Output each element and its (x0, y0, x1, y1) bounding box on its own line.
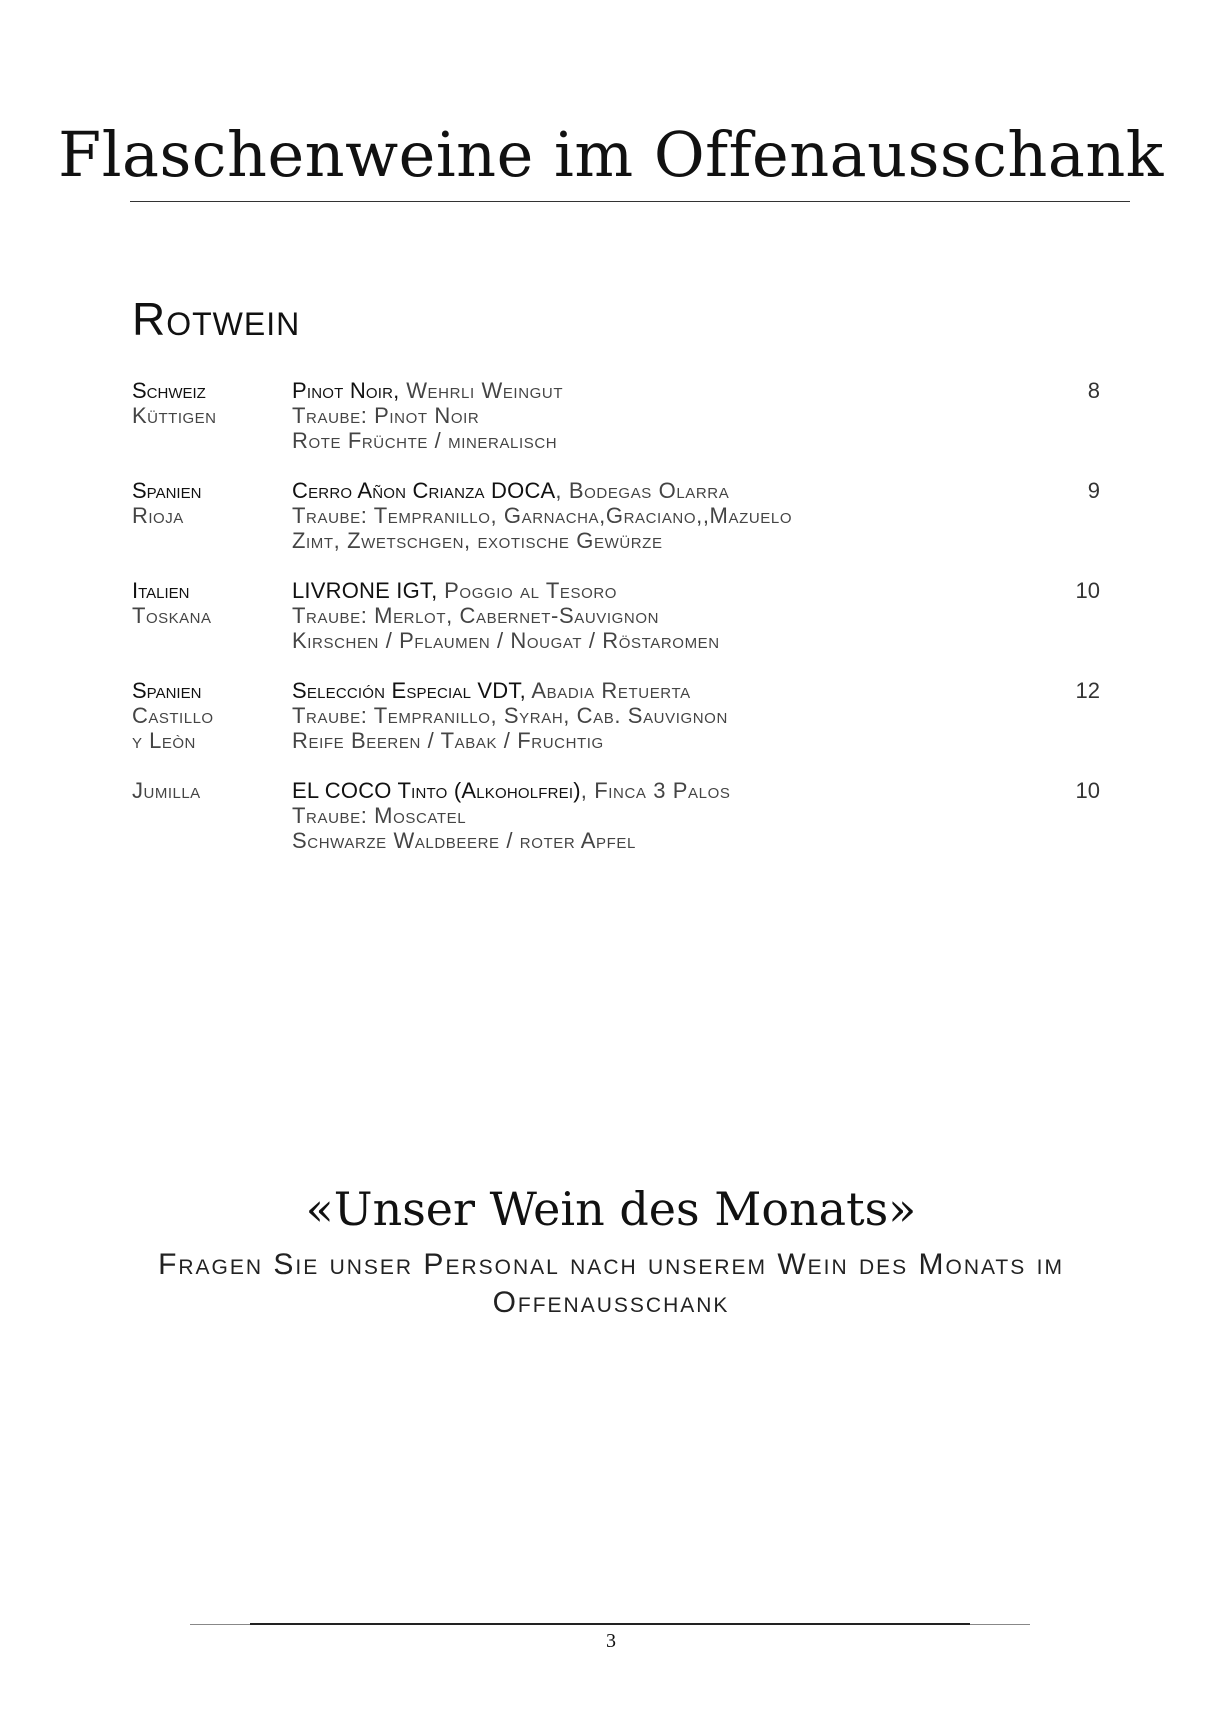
wine-of-month-text: Fragen Sie unser Personal nach unserem Wein des Monats im Offenausschank (158, 1248, 1064, 1319)
wine-name: Cerro Añon Crianza DOCA (292, 478, 556, 503)
wine-origin (132, 778, 292, 803)
wine-detail (292, 578, 1052, 653)
wine-notes: Schwarze Waldbeere / roter Apfel (292, 828, 636, 853)
wine-price: 8 (1087, 378, 1100, 403)
wine-origin (132, 578, 292, 628)
wine-origin (132, 378, 292, 428)
wine-of-month-title: «Unser Wein des Monats» (305, 1182, 917, 1236)
wine-grapes: Traube: Merlot, Cabernet-Sauvignon (292, 603, 660, 628)
wine-item (132, 678, 1100, 778)
wine-grapes: Traube: Tempranillo, Garnacha,Graciano,,Mazuelo (292, 503, 793, 528)
wine-country: Spanien (132, 678, 202, 703)
wine-name: Pinot Noir, (292, 378, 400, 403)
page-number: 3 (606, 1630, 616, 1652)
wine-producer: , Finca 3 Palos (580, 778, 731, 803)
wine-country: Italien (132, 578, 190, 603)
wine-region: Jumilla (132, 778, 201, 803)
wine-region: Rioja (132, 503, 184, 528)
wine-notes: Kirschen / Pflaumen / Nougat / Röstaromen (292, 628, 720, 653)
footer-divider-center (250, 1623, 970, 1625)
wine-item (132, 778, 1100, 878)
wine-price: 12 (1075, 678, 1100, 703)
wine-list (132, 378, 1100, 878)
wine-producer: Wehrli Weingut (399, 378, 564, 403)
wine-name: Selección Especial VDT, (292, 678, 526, 703)
wine-notes: Reife Beeren / Tabak / Fruchtig (292, 728, 604, 753)
wine-grapes: Traube: Pinot Noir (292, 403, 480, 428)
wine-name: LIVRONE IGT, (292, 578, 438, 603)
wine-country: Spanien (132, 478, 202, 503)
wine-origin (132, 678, 292, 753)
wine-item (132, 478, 1100, 578)
wine-detail (292, 678, 1052, 753)
wine-detail (292, 378, 1052, 453)
wine-notes: Rote Früchte / mineralisch (292, 428, 558, 453)
wine-price: 10 (1075, 778, 1100, 803)
wine-detail (292, 478, 1052, 553)
wine-price: 10 (1075, 578, 1100, 603)
title-divider (130, 201, 1130, 202)
wine-region: Toskana (132, 603, 212, 628)
wine-producer: Poggio al Tesoro (437, 578, 618, 603)
wine-name: EL COCO Tinto (Alkoholfrei) (292, 778, 581, 803)
wine-region: Castillo (132, 703, 214, 728)
page-title: Flaschenweine im Offenausschank (58, 118, 1164, 191)
wine-detail (292, 778, 1052, 853)
wine-region-line-2: y Leòn (132, 728, 196, 753)
wine-price: 9 (1087, 478, 1100, 503)
wine-notes: Zimt, Zwetschgen, exotische Gewürze (292, 528, 663, 553)
wine-country: Schweiz (132, 378, 206, 403)
wine-grapes: Traube: Tempranillo, Syrah, Cab. Sauvignon (292, 703, 728, 728)
wine-item (132, 578, 1100, 678)
wine-region: Küttigen (132, 403, 217, 428)
wine-origin (132, 478, 292, 528)
section-title: Rotwein (132, 293, 301, 345)
wine-producer: , Bodegas Olarra (555, 478, 730, 503)
wine-item (132, 378, 1100, 478)
wine-grapes: Traube: Moscatel (292, 803, 467, 828)
wine-producer: Abadia Retuerta (525, 678, 691, 703)
